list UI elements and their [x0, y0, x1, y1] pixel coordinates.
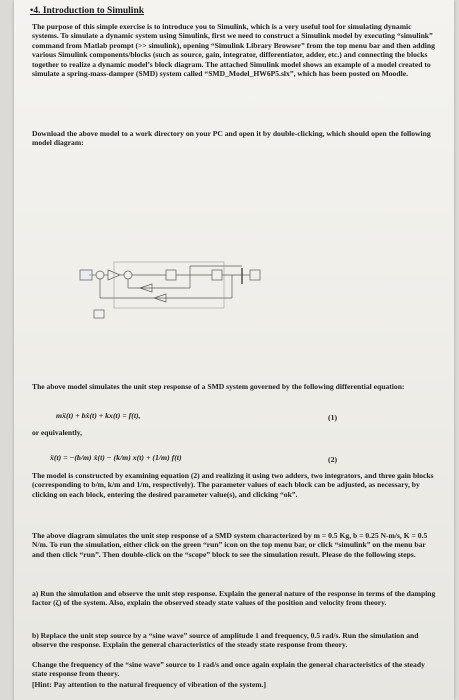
equation-2: ẍ(t) = −(b/m) ẋ(t) − (k/m) x(t) + (1/m) f(t): [50, 453, 182, 462]
integrator-block-2: [212, 270, 222, 280]
constructed-paragraph: The model is constructed by examining equation (2) and realizing it using two adders, two integrators, and three gain blocks (corresponding to b/m, k/m and 1/m, respectively). The parameter values of each block can be adjusted, as necessary, by clicking on each block, entering the desired parameter value(s), and clicking “ok”.: [32, 471, 434, 499]
step-b-paragraph: b) Replace the unit step source by a “sine wave” source of amplitude 1 and frequency, 0.5 rad/s. Run the simulation and observe the response. Explain the general characteristics of the steady state response from theory.: [32, 631, 419, 650]
equivalently-text: or equivalently,: [32, 428, 83, 437]
adder-block-2: [124, 271, 132, 279]
annotation-block: [94, 310, 104, 318]
adder-block-1: [96, 271, 104, 279]
equation-1-number: (1): [328, 413, 338, 422]
intro-paragraph: The purpose of this simple exercise is to introduce you to Simulink, which is a very useful tool for simulating dynamic systems. To simulate a dynamic system using Simulink, first we need to construct a Simulink model by executing “simulink” command from Matlab prompt (>> simulink), opening “Simulink Library Browser” from the top menu bar and then adding various Simulink components/blocks (such as source, gain, integrator, differentiator, adder, etc.) and connecting the blocks together to realize a dynamic model’s block diagram. The attached Simulink model shows an example of a model created to simulate a spring-mass-damper (SMD) system called “SMD_Model_HW6P5.slx”, which has been posted on Moodle.: [32, 22, 435, 79]
step-b-frequency-paragraph: Change the frequency of the “sine wave” source to 1 rad/s and once again explain the general characteristics of the steady state response from theory.: [32, 660, 425, 679]
integrator-block-1: [166, 270, 176, 280]
equation-2-number: (2): [328, 455, 338, 464]
download-paragraph: Download the above model to a work directory on your PC and open it by double-clicking, which should open the following model diagram:: [32, 129, 431, 148]
section-title: •4. Introduction to Simulink: [30, 6, 145, 16]
simulink-model-diagram: [70, 258, 300, 330]
hint-text: [Hint: Pay attention to the natural frequency of vibration of the system.]: [32, 680, 266, 689]
simulates-paragraph: The above model simulates the unit step response of a SMD system governed by the following differential equation:: [32, 382, 405, 391]
scope-block: [250, 270, 260, 280]
diagram-description-paragraph: The above diagram simulates the unit step response of a SMD system characterized by m = 0.5 Kg, b = 0.25 N-m/s, K = 0.5 N/m. To run the simulation, either click on the green “run” icon on the top menu bar, or click “simulink” on the menu bar and then click “run”. Then double-click on the “scope” block to see the simulation result. Please do the following steps.: [32, 531, 428, 559]
step-a-paragraph: a) Run the simulation and observe the unit step response. Explain the general nature of the response in terms of the damping factor (ζ) of the system. Also, explain the observed steady state values of the position and velocity from theory.: [32, 589, 436, 608]
equation-1: mẍ(t) + bẋ(t) + kx(t) = f(t),: [56, 411, 141, 420]
document-page: [14, 0, 454, 700]
